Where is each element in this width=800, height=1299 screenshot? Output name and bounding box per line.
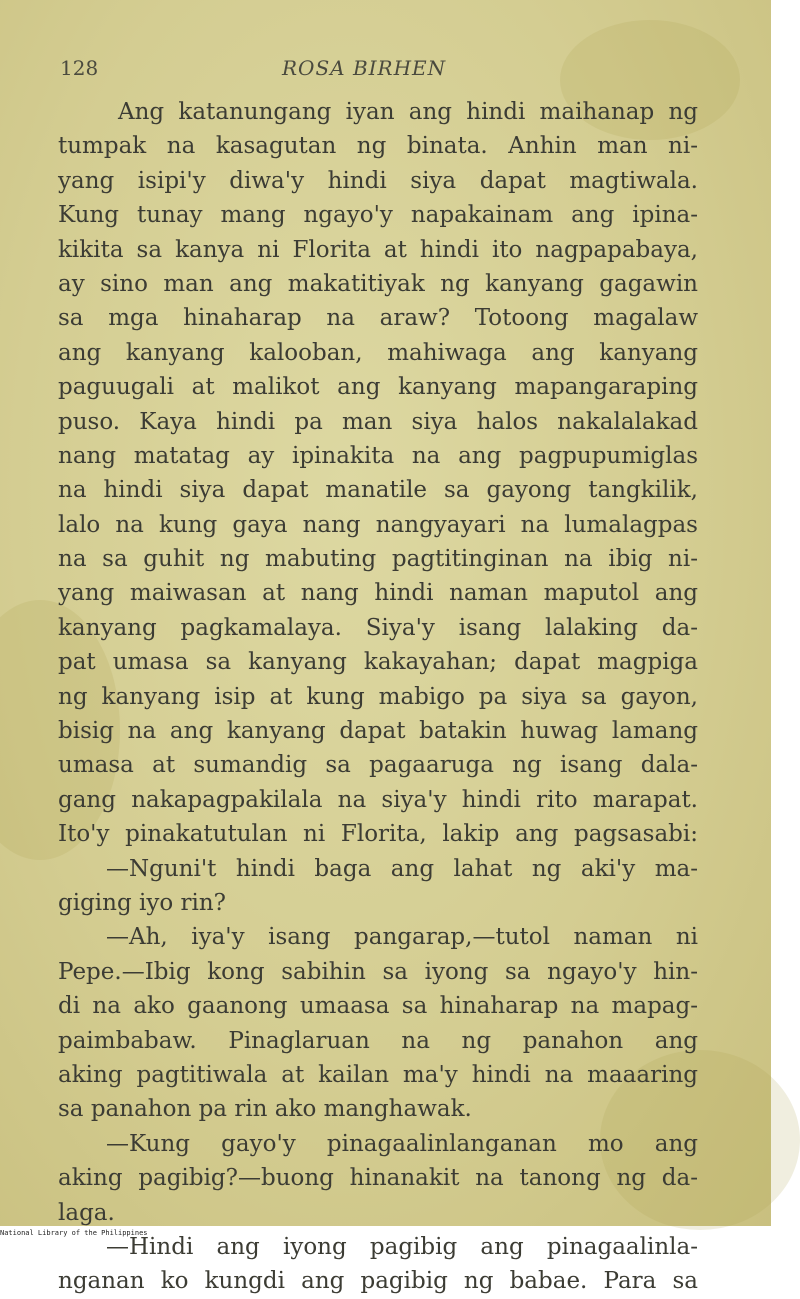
text-line: laga. <box>58 1199 115 1226</box>
text-line: kanyang pagkamalaya. Siya'y isang lalaking da- <box>58 614 698 641</box>
text-line: puso. Kaya hindi pa man siya halos nakalalakad <box>58 408 698 435</box>
text-line: paguugali at malikot ang kanyang mapangaraping <box>58 374 698 401</box>
text-line: ng kanyang isip at kung mabigo pa siya sa gayon, <box>58 683 698 710</box>
text-line: di na ako gaanong umaasa sa hinaharap na mapag- <box>58 993 698 1020</box>
text-line: —Nguni't hindi baga ang lahat ng aki'y ma- <box>106 855 698 882</box>
text-line: yang maiwasan at nang hindi naman maputol ang <box>58 580 698 607</box>
text-line: Pepe.—Ibig kong sabihin sa iyong sa ngayo'y hin- <box>58 958 698 985</box>
library-credit: National Library of the Philippines <box>0 1229 148 1237</box>
running-title: ROSA BIRHEN <box>282 56 447 80</box>
text-line: ay sino man ang makatitiyak ng kanyang gagawin <box>58 270 698 297</box>
text-line: —Hindi ang iyong pagibig ang pinagaalinla- <box>106 1233 698 1260</box>
text-line: ang kanyang kalooban, mahiwaga ang kanyang <box>58 339 698 366</box>
text-line: giging iyo rin? <box>58 889 227 916</box>
text-line: sa panahon pa rin ako manghawak. <box>58 1096 472 1123</box>
text-line: lalo na kung gaya nang nangyayari na lumalagpas <box>58 511 698 538</box>
page-header <box>0 56 771 86</box>
text-line: kikita sa kanya ni Florita at hindi ito nagpapabaya, <box>58 236 698 263</box>
text-line: bisig na ang kanyang dapat batakin huwag lamang <box>58 718 698 745</box>
text-line: nang matatag ay ipinakita na ang pagpupumiglas <box>58 442 698 469</box>
text-line: aking pagtitiwala at kailan ma'y hindi na maaaring <box>58 1061 698 1088</box>
text-line: yang isipi'y diwa'y hindi siya dapat magtiwala. <box>58 167 698 194</box>
text-line: tumpak na kasagutan ng binata. Anhin man ni- <box>58 133 698 160</box>
text-line: pat umasa sa kanyang kakayahan; dapat magpiga <box>58 649 698 676</box>
text-line: nganan ko kungdi ang pagibig ng babae. Para sa <box>58 1268 698 1295</box>
text-line: —Kung gayo'y pinagaalinlanganan mo ang <box>106 1130 698 1157</box>
page-number: 128 <box>60 56 99 80</box>
text-line: na hindi siya dapat manatile sa gayong tangkilik, <box>58 477 698 504</box>
text-line: umasa at sumandig sa pagaaruga ng isang dala- <box>58 752 698 779</box>
text-line: sa mga hinaharap na araw? Totoong magalaw <box>58 305 698 332</box>
text-line: Ito'y pinakatutulan ni Florita, lakip ang pagsasabi: <box>58 821 698 848</box>
body-text <box>58 95 698 1299</box>
text-line: Kung tunay mang ngayo'y napakainam ang ipina- <box>58 202 698 229</box>
text-line: Ang katanungang iyan ang hindi maihanap ng <box>118 99 698 125</box>
text-line: aking pagibig?—buong hinanakit na tanong ng da- <box>58 1165 698 1192</box>
text-line: —Ah, iya'y isang pangarap,—tutol naman ni <box>106 924 698 951</box>
text-line: gang nakapagpakilala na siya'y hindi rito marapat. <box>58 786 698 813</box>
text-line: paimbabaw. Pinaglaruan na ng panahon ang <box>58 1027 698 1054</box>
text-line: na sa guhit ng mabuting pagtitinginan na ibig ni- <box>58 546 698 573</box>
